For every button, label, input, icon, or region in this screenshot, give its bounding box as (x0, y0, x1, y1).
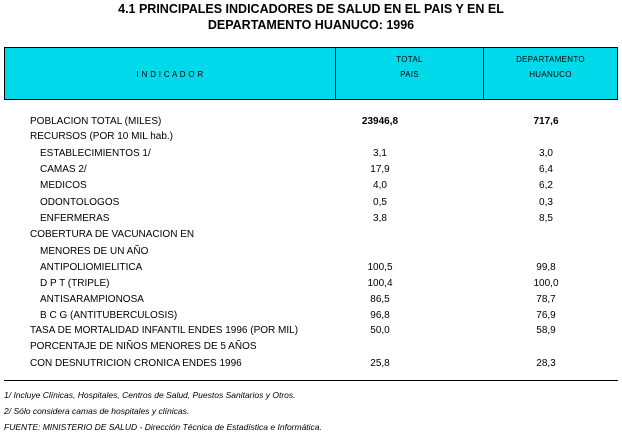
row-value-huanuco: 78,7 (536, 294, 556, 305)
header-dep-line1: DEPARTAMENTO (516, 55, 585, 64)
row-value-huanuco: 0,3 (539, 197, 553, 208)
row-label: D P T (TRIPLE) (40, 278, 110, 289)
table-bottom-rule (4, 380, 618, 381)
table-row (0, 146, 622, 162)
row-value-huanuco: 6,4 (539, 164, 553, 175)
row-value-huanuco: 76,9 (536, 310, 556, 321)
row-value-huanuco: 28,3 (536, 358, 556, 369)
table-row (0, 323, 622, 339)
row-value-huanuco: 717,6 (533, 116, 559, 127)
row-value-huanuco: 6,2 (539, 180, 553, 191)
row-value-huanuco: 8,5 (539, 213, 553, 224)
row-value-huanuco: 58,9 (536, 325, 556, 336)
footnote-2: 2/ Sólo considera camas de hospitales y clínicas. (4, 406, 190, 416)
row-value-pais: 96,8 (370, 310, 390, 321)
row-label: MENORES DE UN AÑO (40, 246, 149, 257)
row-label: ENFERMERAS (40, 213, 110, 224)
header-dep-line2: HUANUCO (529, 70, 572, 79)
row-label: TASA DE MORTALIDAD INFANTIL ENDES 1996 (POR MIL) (30, 325, 299, 336)
row-label: ANTISARAMPIONOSA (40, 294, 144, 305)
table-row (0, 178, 622, 194)
row-value-huanuco: 3,0 (539, 148, 553, 159)
table-row (0, 244, 622, 260)
row-value-pais: 0,5 (373, 197, 387, 208)
row-value-pais: 17,9 (370, 164, 390, 175)
table-row (0, 276, 622, 292)
row-label: MEDICOS (40, 180, 87, 191)
row-value-pais: 3,1 (373, 148, 387, 159)
table-row (0, 195, 622, 211)
row-value-pais: 86,5 (370, 294, 390, 305)
table-title-line1: 4.1 PRINCIPALES INDICADORES DE SALUD EN EL PAIS Y EN EL (118, 2, 504, 16)
table-row (0, 308, 622, 324)
table-row (0, 260, 622, 276)
source-note: FUENTE: MINISTERIO DE SALUD - Dirección Técnica de Estadística e Informática. (4, 422, 322, 432)
row-value-pais: 4,0 (373, 180, 387, 191)
row-label: RECURSOS (POR 10 MIL hab.) (30, 131, 174, 142)
table-header (4, 47, 618, 100)
header-total-line2: PAIS (400, 70, 419, 79)
row-value-pais: 100,5 (367, 262, 393, 273)
row-value-pais: 25,8 (370, 358, 390, 369)
table-row (0, 114, 622, 130)
row-value-huanuco: 100,0 (533, 278, 559, 289)
row-value-huanuco: 99,8 (536, 262, 556, 273)
row-value-pais: 50,0 (370, 325, 390, 336)
row-label: POBLACION TOTAL (MILES) (30, 116, 162, 127)
table-row (0, 162, 622, 178)
row-label: PORCENTAJE DE NIÑOS MENORES DE 5 AÑOS (30, 341, 257, 352)
table-row (0, 356, 622, 372)
row-label: CAMAS 2/ (40, 164, 87, 175)
table-row (0, 211, 622, 227)
table-row (0, 227, 622, 243)
row-label: ODONTOLOGOS (40, 197, 120, 208)
table-row (0, 292, 622, 308)
row-label: B C G (ANTITUBERCULOSIS) (40, 310, 178, 321)
footnote-1: 1/ Incluye Clínicas, Hospitales, Centros de Salud, Puestos Sanitarios y Otros. (4, 390, 296, 400)
row-label: CON DESNUTRICION CRONICA ENDES 1996 (30, 358, 242, 369)
row-value-pais: 23946,8 (361, 116, 399, 127)
table-row (0, 129, 622, 145)
header-total-line1: TOTAL (396, 55, 423, 64)
row-label: COBERTURA DE VACUNACION EN (30, 229, 195, 240)
row-label: ESTABLECIMIENTOS 1/ (40, 148, 151, 159)
row-value-pais: 3,8 (373, 213, 387, 224)
row-label: ANTIPOLIOMIELITICA (40, 262, 143, 273)
row-value-pais: 100,4 (367, 278, 393, 289)
header-indicador: I N D I C A D O R (136, 70, 204, 79)
table-title-line2: DEPARTAMENTO HUANUCO: 1996 (207, 18, 415, 32)
table-row (0, 339, 622, 355)
